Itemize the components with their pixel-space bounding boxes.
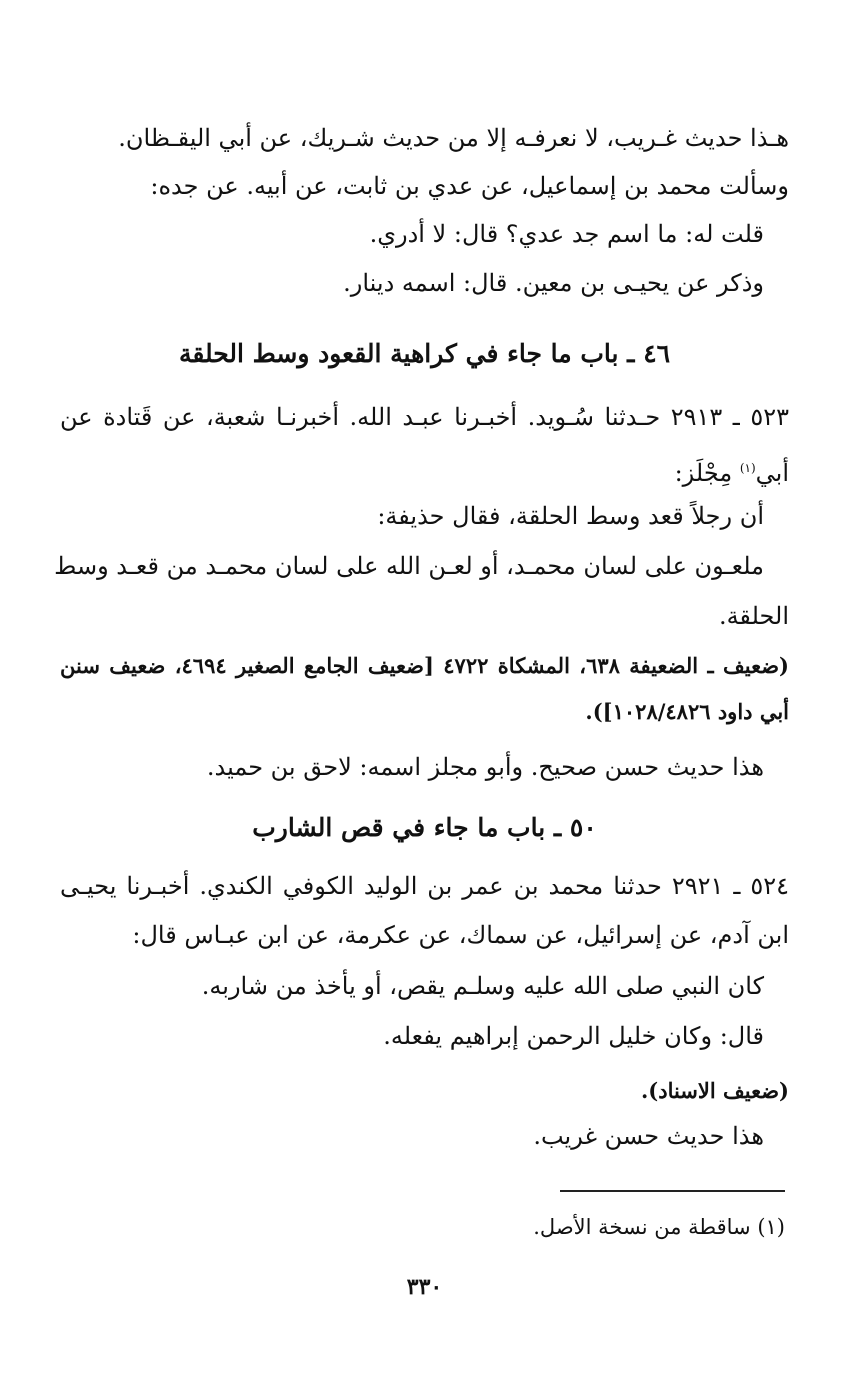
chapter-heading: ٥٠ ـ باب ما جاء في قص الشارب — [252, 813, 597, 842]
text-line: الحلقة. — [718, 602, 789, 630]
footnote-marker: (١) — [739, 461, 756, 475]
text-line: قال: وكان خليل الرحمن إبراهيم يفعله. — [383, 1022, 764, 1050]
hadith-isnad-line: ٥٢٤ ـ ٢٩٢١ حدثنا محمد بن عمر بن الوليد الكوفي الكندي. أخبـرنا يحيـى — [60, 872, 789, 900]
grading-note: أبي داود ١٠٢٨/٤٨٢٦]). — [585, 699, 789, 724]
text-line: وذكر عن يحيـى بن معين. قال: اسمه دينار. — [343, 269, 764, 297]
text-line: هذا حديث حسن غريب. — [533, 1122, 764, 1150]
text-line — [60, 448, 789, 488]
text-line: ملعـون على لسان محمـد، أو لعـن الله على لسان محمـد من قعـد وسط — [54, 552, 764, 580]
chapter-heading: ٤٦ ـ باب ما جاء في كراهية القعود وسط الحلقة — [178, 339, 671, 368]
footnote: (١) ساقطة من نسخة الأصل. — [533, 1215, 785, 1239]
text-span: مِجْلَز: — [674, 459, 740, 487]
text-line: قلت له: ما اسم جد عدي؟ قال: لا أدري. — [369, 220, 764, 248]
text-line: هـذا حديث غـريب، لا نعرفـه إلا من حديث شـريك، عن أبي اليقـظان. — [118, 124, 789, 152]
text-line: هذا حديث حسن صحيح. وأبو مجلز اسمه: لاحق بن حميد. — [206, 753, 764, 781]
footnote-divider — [560, 1190, 785, 1192]
grading-note: (ضعيف الاسناد). — [640, 1078, 789, 1103]
text-line: ابن آدم، عن إسرائيل، عن سماك، عن عكرمة، عن ابن عبـاس قال: — [132, 921, 789, 949]
text-line: وسألت محمد بن إسماعيل، عن عدي بن ثابت، عن أبيه. عن جده: — [150, 172, 789, 200]
text-line: أن رجلاً قعد وسط الحلقة، فقال حذيفة: — [377, 502, 764, 530]
text-span: أبي — [755, 459, 789, 487]
page-number: ٣٣٠ — [406, 1274, 443, 1300]
text-line: كان النبي صلى الله عليه وسلـم يقص، أو يأخذ من شاربه. — [201, 972, 764, 1000]
grading-note: (ضعيف ـ الضعيفة ٦٣٨، المشكاة ٤٧٢٢ [ضعيف الجامع الصغير ٤٦٩٤، ضعيف سنن — [60, 653, 789, 678]
hadith-isnad-line: ٥٢٣ ـ ٢٩١٣ حـدثنا سُـويد. أخبـرنا عبـد الله. أخبرنـا شعبة، عن قَتادة عن — [60, 403, 789, 431]
